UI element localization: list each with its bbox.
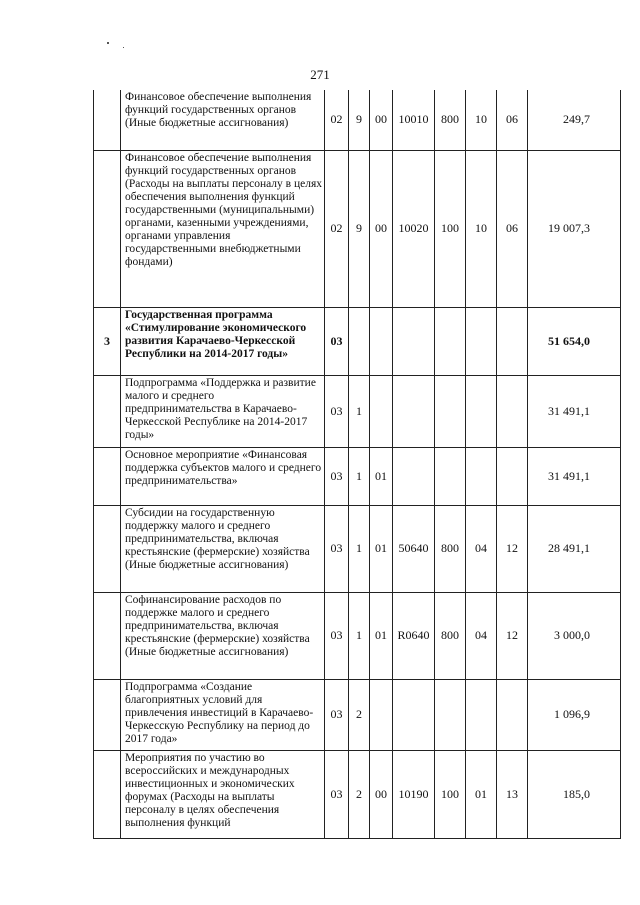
- code-section: [466, 375, 497, 447]
- row-number: [94, 90, 121, 150]
- table-row: [94, 505, 621, 592]
- table-row: [94, 679, 621, 750]
- code-subsection: 06: [497, 90, 528, 150]
- code-program: 02: [325, 90, 349, 150]
- code-expense-type: 800: [435, 90, 466, 150]
- table-row: [94, 150, 621, 307]
- code-direction: [393, 679, 435, 750]
- table-row: [94, 307, 621, 375]
- row-amount: 28 491,1: [528, 505, 621, 592]
- table-row: [94, 375, 621, 447]
- row-number: 3: [94, 307, 121, 375]
- code-main-event: 01: [370, 447, 393, 505]
- row-amount: 31 491,1: [528, 447, 621, 505]
- row-amount: 51 654,0: [528, 307, 621, 375]
- row-name: Подпрограмма «Создание благоприятных условий для привлечения инвестиций в Карачаево-Черкесскую Республику на период до 2017 года»: [121, 679, 325, 750]
- code-subsection: 06: [497, 150, 528, 307]
- row-amount: 185,0: [528, 750, 621, 838]
- code-main-event: [370, 375, 393, 447]
- row-amount: 1 096,9: [528, 679, 621, 750]
- code-expense-type: 800: [435, 592, 466, 679]
- code-section: [466, 447, 497, 505]
- code-direction: 10010: [393, 90, 435, 150]
- code-program: 03: [325, 679, 349, 750]
- row-name: Финансовое обеспечение выполнения функций государственных органов (Расходы на выплаты персоналу в целях обеспечения выполнения функций государственными (муниципальными) органами, казенными учреждениями, органами управления государственными внебюджетными фондами): [121, 150, 325, 307]
- row-amount: 3 000,0: [528, 592, 621, 679]
- code-section: 10: [466, 90, 497, 150]
- code-section: 10: [466, 150, 497, 307]
- code-section: 01: [466, 750, 497, 838]
- table-body: [94, 90, 621, 838]
- code-main-event: 00: [370, 750, 393, 838]
- row-number: [94, 150, 121, 307]
- code-section: [466, 307, 497, 375]
- table-row: [94, 447, 621, 505]
- code-main-event: [370, 679, 393, 750]
- code-section: [466, 679, 497, 750]
- row-name: Основное мероприятие «Финансовая поддержка субъектов малого и среднего предпринимательства»: [121, 447, 325, 505]
- code-main-event: 01: [370, 505, 393, 592]
- code-expense-type: [435, 679, 466, 750]
- code-main-event: 00: [370, 150, 393, 307]
- code-direction: [393, 375, 435, 447]
- code-subprogram: 1: [349, 592, 370, 679]
- code-program: 03: [325, 592, 349, 679]
- code-subprogram: 1: [349, 505, 370, 592]
- code-subsection: [497, 307, 528, 375]
- scan-speck: [123, 47, 124, 48]
- row-amount: 31 491,1: [528, 375, 621, 447]
- code-main-event: 00: [370, 90, 393, 150]
- row-number: [94, 750, 121, 838]
- row-number: [94, 375, 121, 447]
- code-direction: 50640: [393, 505, 435, 592]
- code-direction: R0640: [393, 592, 435, 679]
- code-expense-type: 100: [435, 750, 466, 838]
- row-number: [94, 679, 121, 750]
- code-subprogram: 9: [349, 90, 370, 150]
- table-row: [94, 90, 621, 150]
- code-program: 03: [325, 447, 349, 505]
- code-expense-type: [435, 447, 466, 505]
- code-subprogram: 1: [349, 447, 370, 505]
- row-number: [94, 447, 121, 505]
- code-direction: [393, 307, 435, 375]
- row-name: Государственная программа «Стимулирование экономического развития Карачаево-Черкесской Республики на 2014-2017 годы»: [121, 307, 325, 375]
- code-subsection: [497, 679, 528, 750]
- row-amount: 249,7: [528, 90, 621, 150]
- code-subprogram: 2: [349, 679, 370, 750]
- code-subsection: [497, 375, 528, 447]
- row-name: Субсидии на государственную поддержку малого и среднего предпринимательства, включая крестьянские (фермерские) хозяйства (Иные бюджетные ассигнования): [121, 505, 325, 592]
- page-number: 271: [310, 67, 330, 82]
- scan-speck: [107, 42, 109, 44]
- code-subprogram: 2: [349, 750, 370, 838]
- code-program: 03: [325, 307, 349, 375]
- code-direction: 10190: [393, 750, 435, 838]
- budget-table: [93, 90, 621, 839]
- row-name: Подпрограмма «Поддержка и развитие малого и среднего предпринимательства в Карачаево-Черкесской Республике на 2014-2017 годы»: [121, 375, 325, 447]
- row-amount: 19 007,3: [528, 150, 621, 307]
- code-program: 02: [325, 150, 349, 307]
- code-subsection: 13: [497, 750, 528, 838]
- code-direction: 10020: [393, 150, 435, 307]
- code-subprogram: 1: [349, 375, 370, 447]
- row-name: Мероприятия по участию во всероссийских и международных инвестиционных и экономических форумах (Расходы на выплаты персоналу в целях обеспечения выполнения функций: [121, 750, 325, 838]
- code-main-event: 01: [370, 592, 393, 679]
- code-subsection: 12: [497, 505, 528, 592]
- row-name: Софинансирование расходов по поддержке малого и среднего предпринимательства, включая крестьянские (фермерские) хозяйства (Иные бюджетные ассигнования): [121, 592, 325, 679]
- code-subprogram: 9: [349, 150, 370, 307]
- code-expense-type: [435, 375, 466, 447]
- code-program: 03: [325, 375, 349, 447]
- code-program: 03: [325, 750, 349, 838]
- code-section: 04: [466, 592, 497, 679]
- code-section: 04: [466, 505, 497, 592]
- row-name: Финансовое обеспечение выполнения функций государственных органов (Иные бюджетные ассигнования): [121, 90, 325, 150]
- code-expense-type: [435, 307, 466, 375]
- code-expense-type: 800: [435, 505, 466, 592]
- code-direction: [393, 447, 435, 505]
- row-number: [94, 592, 121, 679]
- code-subsection: 12: [497, 592, 528, 679]
- code-subprogram: [349, 307, 370, 375]
- code-main-event: [370, 307, 393, 375]
- code-subsection: [497, 447, 528, 505]
- table-row: [94, 592, 621, 679]
- code-expense-type: 100: [435, 150, 466, 307]
- table-row: [94, 750, 621, 838]
- code-program: 03: [325, 505, 349, 592]
- row-number: [94, 505, 121, 592]
